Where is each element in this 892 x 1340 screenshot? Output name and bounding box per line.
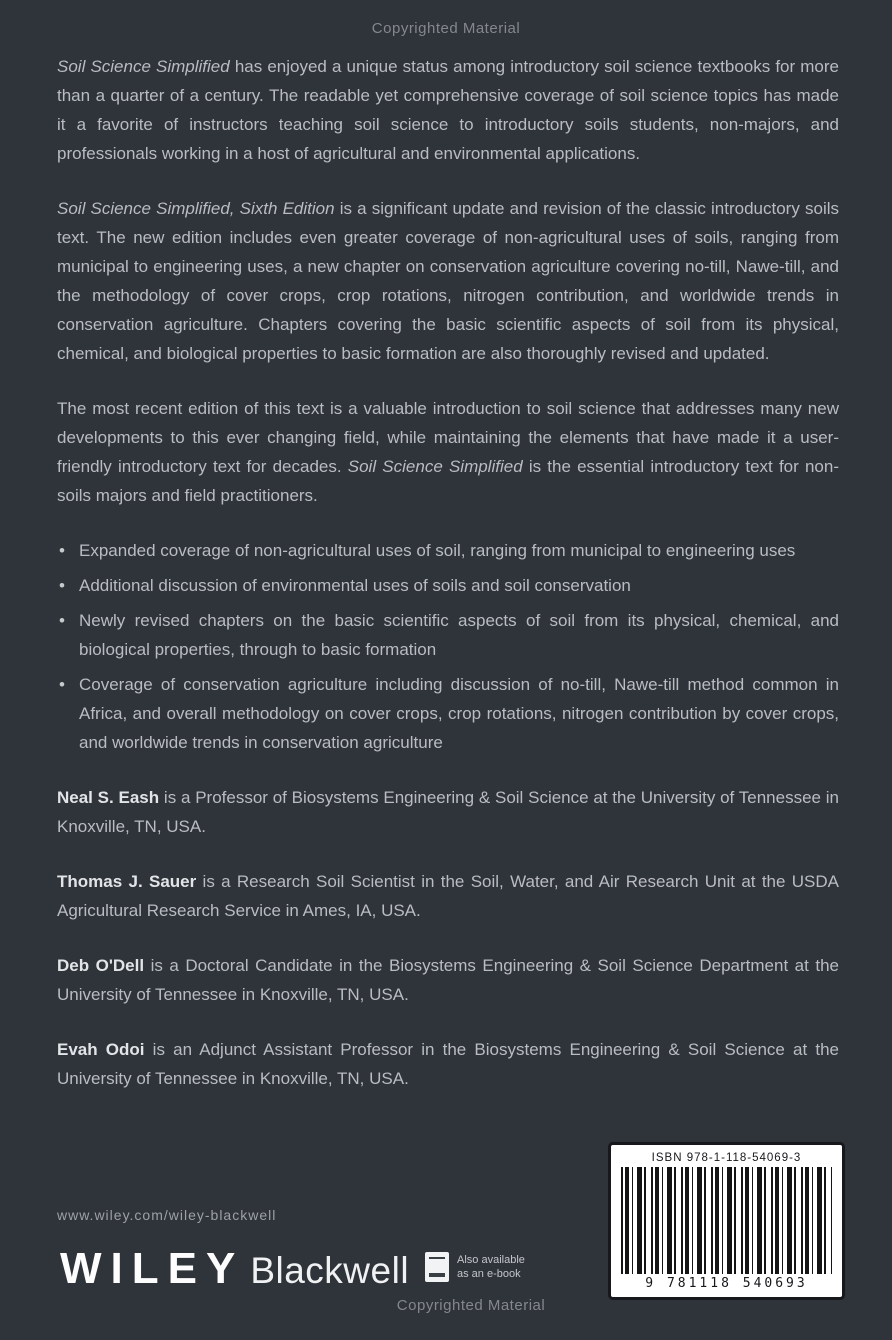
paragraph-text: is the essential introductory text for non-soils majors and field practitioners. (57, 457, 840, 505)
blurb-paragraph-1 (57, 52, 839, 168)
paragraph-text: The most recent edition of this text is a valuable introduction to soil science that addresses many new developments to this ever changing field, while maintaining the elements that have made it a user-friendly introductory text for decades. (57, 399, 839, 476)
feature-bullet-list (57, 536, 839, 757)
paragraph-text: has enjoyed a unique status among introductory soil science textbooks for more than a quarter of a century. The readable yet comprehensive coverage of soil science topics has made it a favorite of instructors teaching soil science to introductory soils students, non-majors, and professionals working in a host of agricultural and environmental applications. (57, 57, 839, 163)
publisher-website-url: www.wiley.com/wiley-blackwell (57, 1207, 277, 1223)
wiley-blackwell-logo (60, 1244, 409, 1294)
author-bio (57, 1035, 839, 1093)
ebook-badge-line2: as an e-book (457, 1268, 521, 1280)
blurb-paragraph-3 (57, 394, 839, 510)
back-cover-blurb (57, 52, 839, 1119)
isbn-number-label: ISBN 978-1-118-54069-3 (651, 1152, 802, 1164)
book-title-italic: Soil Science Simplified (347, 457, 523, 476)
author-bio (57, 783, 839, 841)
ebook-badge-text (457, 1253, 525, 1281)
isbn-barcode-panel (608, 1142, 845, 1300)
feature-bullet: • Newly revised chapters on the basic scientific aspects of soil from its physical, chemical, and biological properties, through to basic formation (57, 606, 839, 664)
author-bio-text: is a Doctoral Candidate in the Biosystems Engineering & Soil Science Department at the University of Tennessee in Knoxville, TN, USA. (57, 956, 839, 1004)
author-name: Neal S. Eash (57, 788, 160, 807)
copyright-notice-bottom: Copyrighted Material (396, 1297, 546, 1314)
author-bio-text: is an Adjunct Assistant Professor in the Biosystems Engineering & Soil Science at the University of Tennessee in Knoxville, TN, USA. (57, 1040, 839, 1088)
barcode-icon (621, 1167, 832, 1274)
feature-bullet: • Coverage of conservation agriculture including discussion of no-till, Nawe-till method common in Africa, and overall methodology on cover crops, crop rotations, nitrogen contribution by cover crops, and worldwide trends in conservation agriculture (57, 670, 839, 757)
blackwell-wordmark: Blackwell (250, 1250, 410, 1291)
blurb-paragraph-2 (57, 194, 839, 368)
author-bio (57, 951, 839, 1009)
author-bio-text: is a Research Soil Scientist in the Soil, Water, and Air Research Unit at the USDA Agricultural Research Service in Ames, IA, USA. (57, 872, 839, 920)
book-title-edition-italic: Soil Science Simplified, Sixth Edition (57, 199, 335, 218)
ebook-badge-line1: Also available (457, 1254, 525, 1266)
book-title-italic: Soil Science Simplified (57, 57, 230, 76)
feature-bullet: • Additional discussion of environmental uses of soils and soil conservation (57, 571, 839, 600)
barcode-digits: 9 781118 540693 (645, 1276, 808, 1291)
author-name: Deb O'Dell (57, 956, 145, 975)
copyright-notice-top: Copyrighted Material (371, 20, 521, 37)
author-bio-text: is a Professor of Biosystems Engineering & Soil Science at the University of Tennessee in Knoxville, TN, USA. (57, 788, 839, 836)
author-name: Evah Odoi (57, 1040, 145, 1059)
ebook-availability-badge (425, 1252, 525, 1282)
ebook-icon (425, 1252, 449, 1282)
author-name: Thomas J. Sauer (57, 872, 197, 891)
wiley-wordmark: WILEY (60, 1244, 245, 1293)
author-bio (57, 867, 839, 925)
feature-bullet: • Expanded coverage of non-agricultural uses of soil, ranging from municipal to engineering uses (57, 536, 839, 565)
paragraph-text: is a significant update and revision of the classic introductory soils text. The new edition includes even greater coverage of non-agricultural uses of soils, ranging from municipal to engineering uses, a new chapter on conservation agriculture covering no-till, Nawe-till, and the methodology of cover crops, crop rotations, nitrogen contribution, and worldwide trends in conservation agriculture. Chapters covering the basic scientific aspects of soil from its physical, chemical, and biological properties to basic formation are also thoroughly revised and updated. (57, 199, 839, 363)
